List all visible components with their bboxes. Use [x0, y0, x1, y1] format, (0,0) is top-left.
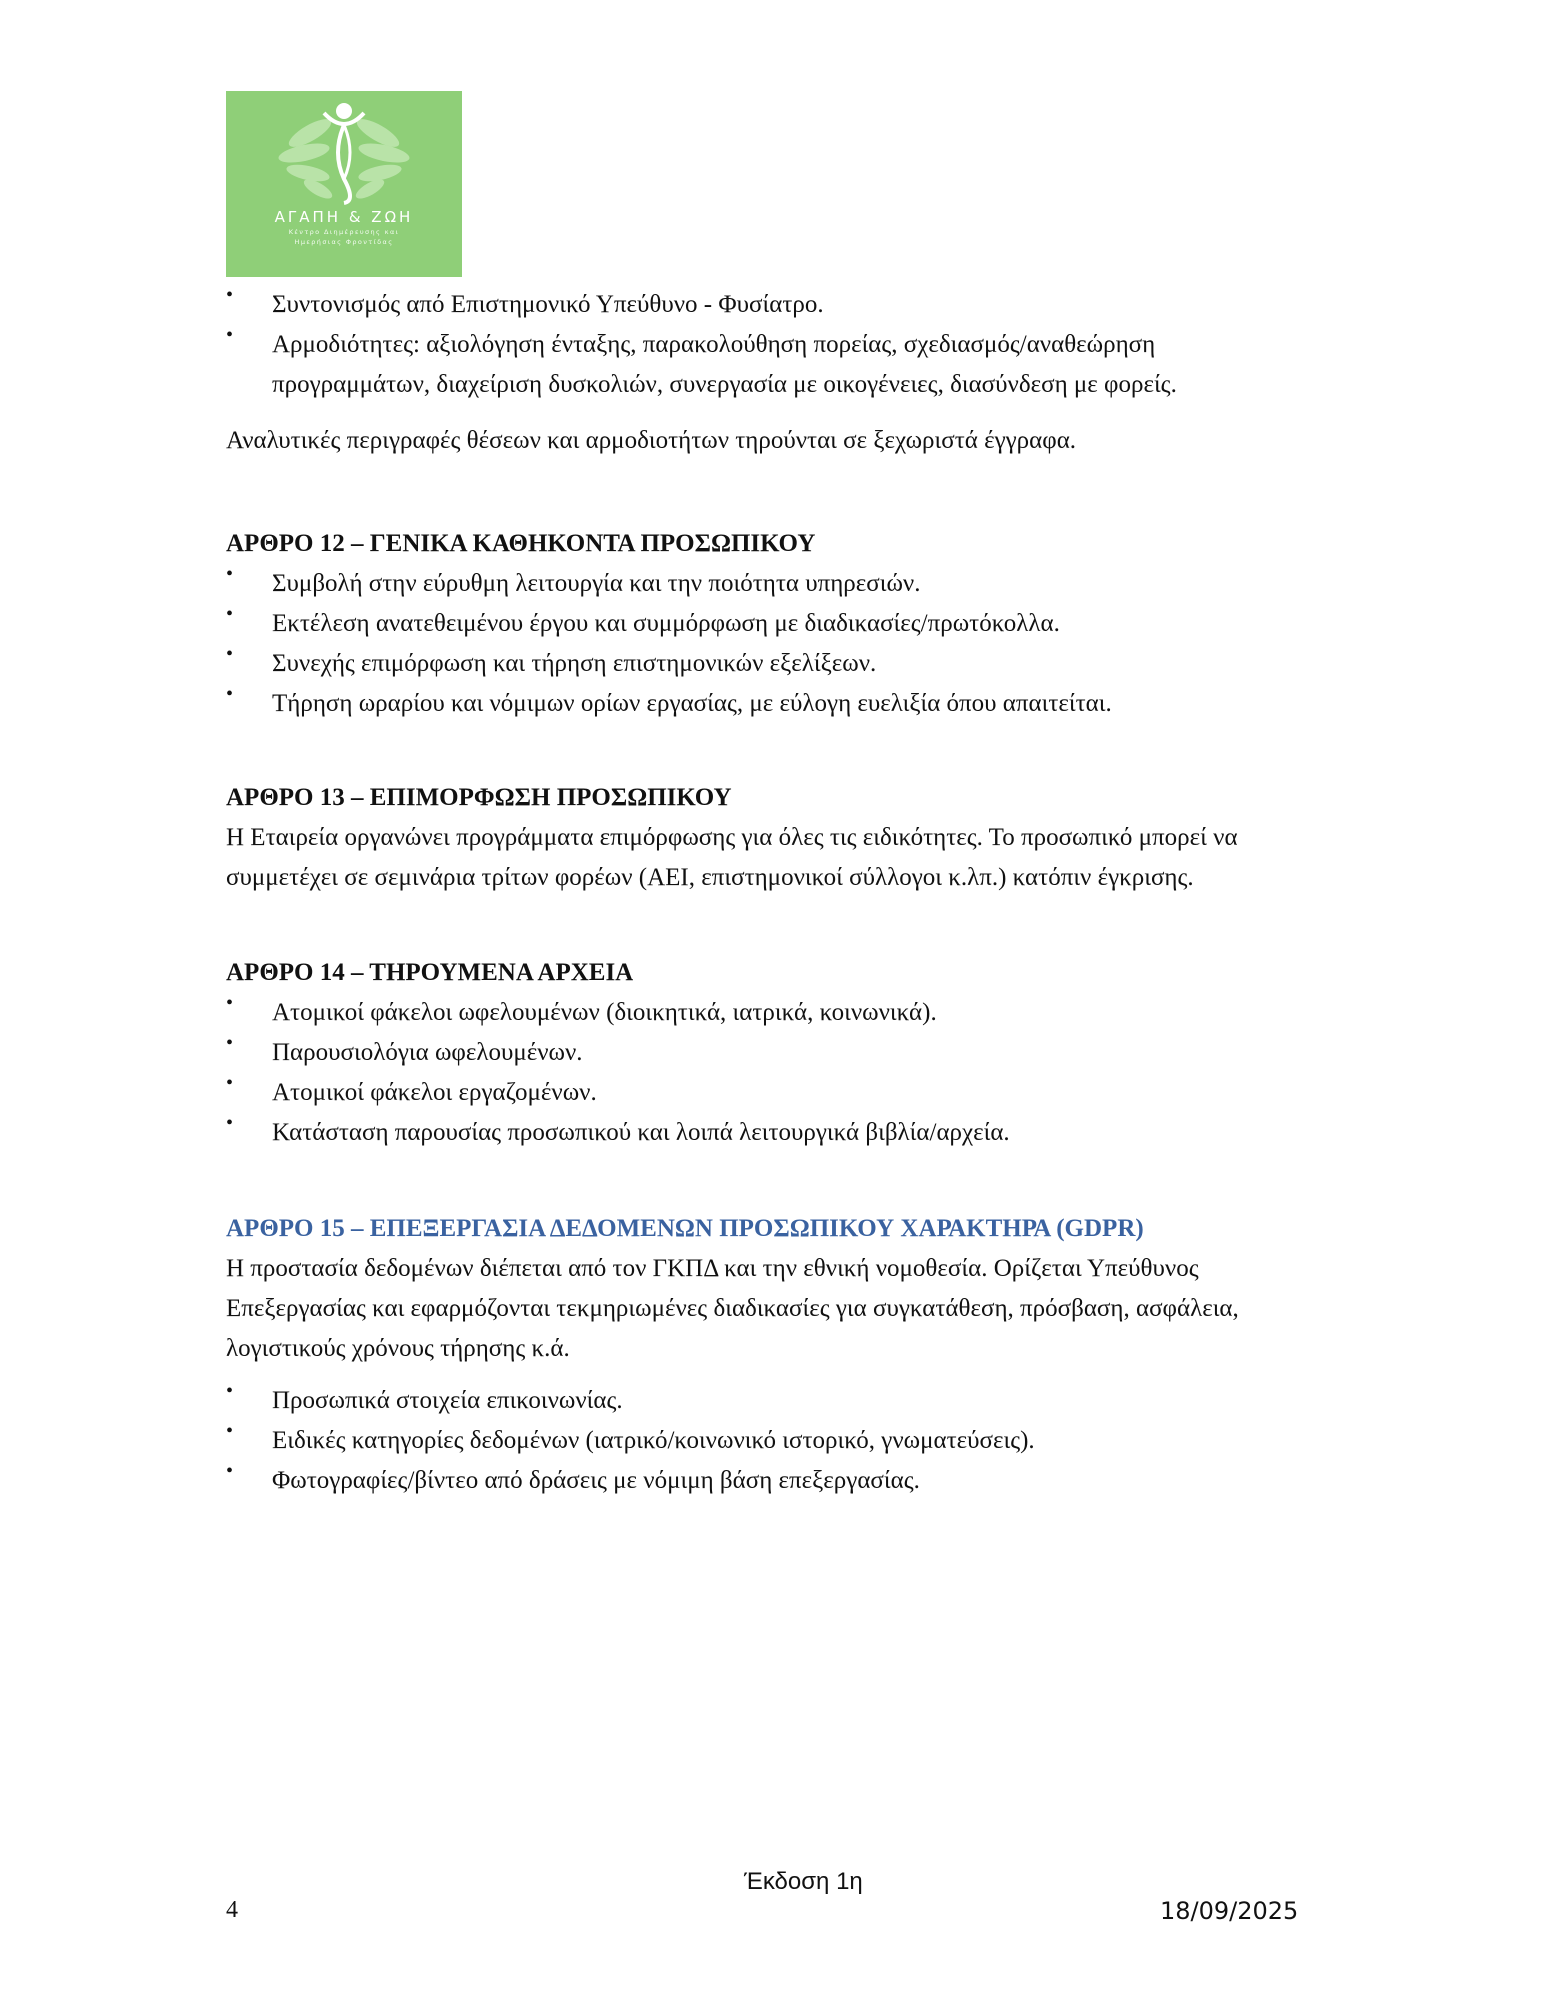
intro-note: Αναλυτικές περιγραφές θέσεων και αρμοδιοτήτων τηρούνται σε ξεχωριστά έγγραφα. — [226, 427, 1077, 454]
list-item: • Συμβολή στην εύρυθμη λειτουργία και την ποιότητα υπηρεσιών. — [226, 564, 1316, 604]
article-15-heading: ΑΡΘΡΟ 15 – ΕΠΕΞΕΡΓΑΣΙΑ ΔΕΔΟΜΕΝΩΝ ΠΡΟΣΩΠΙΚΟΥ ΧΑΡΑΚΤΗΡΑ (GDPR) — [226, 1215, 1144, 1242]
organization-logo — [226, 91, 462, 277]
list-item: • Τήρηση ωραρίου και νόμιμων ορίων εργασίας, με εύλογη ευελιξία όπου απαιτείται. — [226, 684, 1316, 724]
article-12-list — [226, 564, 1316, 724]
intro-bullet-list — [226, 285, 1316, 405]
logo-subtitle-line2: Ημερήσιας Φροντίδας — [294, 238, 394, 246]
list-item: • Φωτογραφίες/βίντεο από δράσεις με νόμιμη βάση επεξεργασίας. — [226, 1461, 1316, 1501]
article-15-list — [226, 1381, 1316, 1501]
list-item: • Ατομικοί φάκελοι εργαζομένων. — [226, 1073, 1316, 1113]
list-item: • Συνεχής επιμόρφωση και τήρηση επιστημονικών εξελίξεων. — [226, 644, 1316, 684]
article-14-heading: ΑΡΘΡΟ 14 – ΤΗΡΟΥΜΕΝΑ ΑΡΧΕΙΑ — [226, 959, 634, 986]
article-14-list — [226, 993, 1316, 1153]
list-item: • Αρμοδιότητες: αξιολόγηση ένταξης, παρακολούθηση πορείας, σχεδιασμός/αναθεώρηση προγραμμάτων, διαχείριση δυσκολιών, συνεργασία με οικογένειες, διασύνδεση με φορείς. — [226, 325, 1316, 405]
list-item: • Κατάσταση παρουσίας προσωπικού και λοιπά λειτουργικά βιβλία/αρχεία. — [226, 1113, 1316, 1153]
logo-name: ΑΓΑΠΗ & ΖΩΗ — [274, 208, 414, 226]
footer-page-number: 4 — [226, 1897, 238, 1923]
list-item: • Συντονισμός από Επιστημονικό Υπεύθυνο - Φυσίατρο. — [226, 285, 1316, 325]
list-item: • Παρουσιολόγια ωφελουμένων. — [226, 1033, 1316, 1073]
list-item: • Ειδικές κατηγορίες δεδομένων (ιατρικό/κοινωνικό ιστορικό, γνωματεύσεις). — [226, 1421, 1316, 1461]
leaf-figure-icon — [226, 91, 462, 277]
document-body — [226, 285, 1316, 1501]
logo-subtitle-line1: Κέντρο Διημέρευσης και — [288, 228, 400, 236]
article-12-heading: ΑΡΘΡΟ 12 – ΓΕΝΙΚΑ ΚΑΘΗΚΟΝΤΑ ΠΡΟΣΩΠΙΚΟΥ — [226, 530, 816, 557]
list-item: • Προσωπικά στοιχεία επικοινωνίας. — [226, 1381, 1316, 1421]
list-item: • Εκτέλεση ανατεθειμένου έργου και συμμόρφωση με διαδικασίες/πρωτόκολλα. — [226, 604, 1316, 644]
article-13-heading: ΑΡΘΡΟ 13 – ΕΠΙΜΟΡΦΩΣΗ ΠΡΟΣΩΠΙΚΟΥ — [226, 784, 732, 811]
footer-version: Έκδοση 1η — [744, 1868, 863, 1895]
list-item: • Ατομικοί φάκελοι ωφελουμένων (διοικητικά, ιατρικά, κοινωνικά). — [226, 993, 1316, 1033]
article-13-text: Η Εταιρεία οργανώνει προγράμματα επιμόρφωσης για όλες τις ειδικότητες. Το προσωπικό μπορεί να συμμετέχει σε σεμινάρια τρίτων φορέων (ΑΕΙ, επιστημονικοί σύλλογοι κ.λπ.) κατόπιν έγκρισης. — [226, 824, 1238, 891]
footer-date: 18/09/2025 — [1160, 1897, 1299, 1925]
article-15-text: Η προστασία δεδομένων διέπεται από τον ΓΚΠΔ και την εθνική νομοθεσία. Ορίζεται Υπεύθυνος Επεξεργασίας και εφαρμόζονται τεκμηριωμένες διαδικασίες για συγκατάθεση, πρόσβαση, ασφάλεια, λογιστικούς χρόνους τήρησης κ.ά. — [226, 1255, 1239, 1362]
